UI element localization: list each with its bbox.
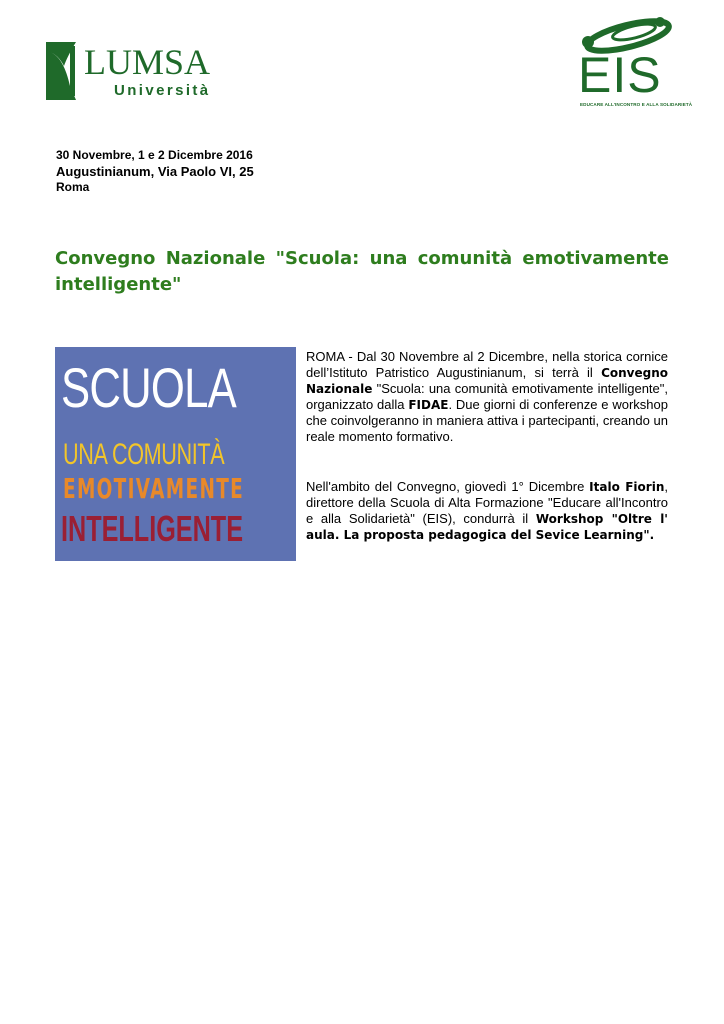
poster-line-4: INTELLIGENTE	[61, 508, 243, 549]
paragraph-intro	[306, 349, 668, 445]
paragraph-bold-text: Italo Fiorin	[589, 480, 665, 494]
lumsa-logo	[46, 42, 226, 104]
event-venue: Augustinianum, Via Paolo VI, 25	[56, 164, 254, 179]
poster-line-2: UNA COMUNITÀ	[63, 438, 225, 471]
paragraph-bold-text: FIDAE	[408, 398, 449, 412]
lumsa-name: LUMSA	[84, 42, 211, 82]
paragraph-text: . Due giorni di conferenze e workshop che coinvolgeranno in maniera attiva i partecipanti, creando un reale momento formativo.	[306, 397, 668, 444]
lumsa-subtitle: Università	[114, 82, 211, 99]
paragraph-bold-text: Workshop "Oltre l' aula. La proposta pedagogica del Sevice Learning".	[306, 512, 668, 542]
poster-line-1: SCUOLA	[61, 356, 236, 419]
eis-name: EIS	[578, 47, 662, 103]
document-title: Convegno Nazionale "Scuola: una comunità emotivamente intelligente"	[55, 248, 669, 295]
event-city: Roma	[56, 180, 90, 194]
paragraph-text: Nell'ambito del Convegno, giovedì 1° Dicembre	[306, 479, 590, 494]
poster-line-3: EMOTIVAMENTE	[63, 472, 245, 505]
paragraph-text: ROMA - Dal 30 Novembre al 2 Dicembre, nella storica cornice dell’Istituto Patristico Augustinianum, si terrà il	[306, 349, 668, 380]
event-poster	[55, 347, 296, 561]
paragraph-bold-text: Convegno Nazionale	[306, 366, 668, 396]
paragraph-workshop	[306, 479, 668, 543]
lumsa-emblem-icon	[46, 42, 86, 102]
paragraph-text: "Scuola: una comunità emotivamente intelligente", organizzato dalla	[306, 381, 668, 412]
eis-tagline: EDUCARE ALL'INCONTRO E ALLA SOLIDARIETÀ	[580, 102, 693, 107]
paragraph-text: , direttore della Scuola di Alta Formazione "Educare all'Incontro e alla Solidarietà" (EIS), condurrà il	[306, 479, 668, 526]
eis-logo	[574, 16, 693, 116]
event-dates: 30 Novembre, 1 e 2 Dicembre 2016	[56, 148, 253, 162]
